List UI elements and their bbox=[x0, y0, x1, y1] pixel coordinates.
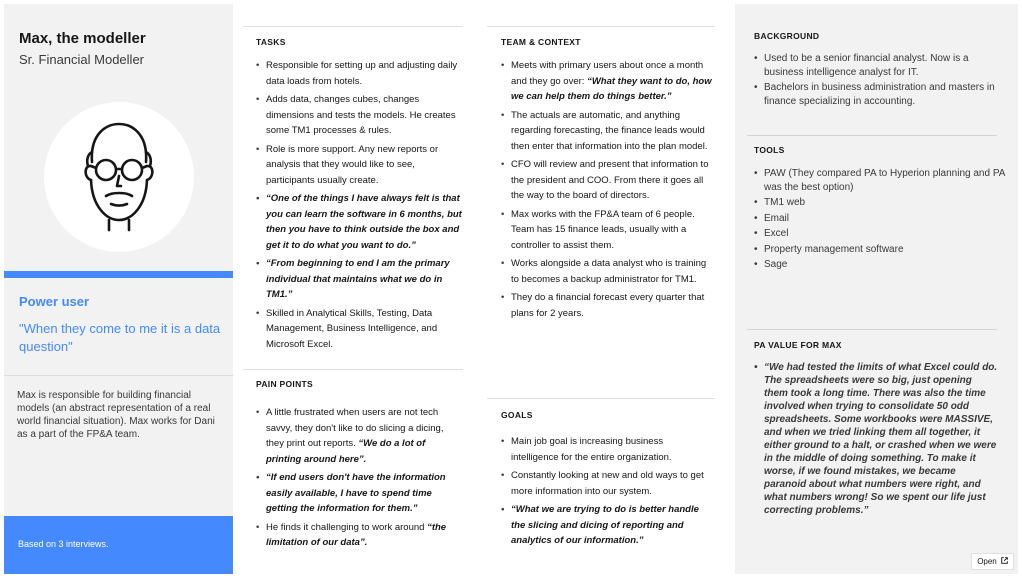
list-item: • Excel bbox=[754, 227, 1006, 241]
persona-user-type: Power user bbox=[19, 294, 90, 309]
divider bbox=[243, 369, 463, 370]
list-item-text: A little frustrated when users are not tech savvy, they don't like to do slicing a dicing, they print out reports. bbox=[266, 407, 444, 449]
section-title: TASKS bbox=[256, 37, 286, 47]
team-context-list bbox=[501, 58, 712, 321]
list-item: • CFO will review and present that information to the president and COO. From there it goes all the way to the board of directors. bbox=[501, 157, 712, 204]
list-item: • Constantly looking at new and old ways to get more information into our system. bbox=[501, 468, 712, 499]
tools-section bbox=[754, 145, 1006, 274]
pa-value-list bbox=[754, 361, 998, 517]
section-title: TEAM & CONTEXT bbox=[501, 37, 581, 47]
accent-divider bbox=[4, 271, 233, 278]
external-link-icon bbox=[1001, 557, 1008, 564]
pain-points-section bbox=[256, 379, 462, 554]
persona-role: Sr. Financial Modeller bbox=[19, 52, 144, 67]
list-item: • Max works with the FP&A team of 6 people. Team has 15 finance leads, usually with a controller to assist them. bbox=[501, 207, 712, 254]
divider bbox=[487, 398, 715, 399]
list-item: • “If end users don't have the information easily available, I have to spend time getting the information for them.” bbox=[256, 470, 462, 517]
divider bbox=[747, 135, 997, 136]
section-title: GOALS bbox=[501, 410, 533, 420]
pa-value-section bbox=[754, 340, 998, 519]
interviews-count-label: Based on 3 interviews. bbox=[18, 539, 109, 549]
section-title: PA VALUE FOR MAX bbox=[754, 340, 842, 350]
right-panel bbox=[735, 4, 1018, 574]
open-button[interactable] bbox=[971, 553, 1014, 570]
list-item: • The actuals are automatic, and anything regarding forecasting, the finance leads would then enter that information into the plan model. bbox=[501, 108, 712, 155]
divider bbox=[243, 26, 463, 27]
section-title: PAIN POINTS bbox=[256, 379, 313, 389]
list-item: • “One of the things I have always felt is that you can learn the software in 6 months, but then you have to think outside the box and get it to do what you want to do.” bbox=[256, 191, 462, 253]
list-item: • Responsible for setting up and adjusting daily data loads from hotels. bbox=[256, 58, 462, 89]
pain-points-list bbox=[256, 405, 462, 551]
divider bbox=[487, 26, 715, 27]
tasks-list bbox=[256, 58, 462, 352]
list-item: • Works alongside a data analyst who is training to becomes a backup administrator for TM1. bbox=[501, 256, 712, 287]
list-item bbox=[256, 520, 462, 551]
list-item-quote: “We do a lot of printing around here”. bbox=[266, 438, 426, 465]
list-item: • “From beginning to end I am the primary individual that maintains what we do in TM1.” bbox=[256, 256, 462, 303]
goals-list bbox=[501, 434, 712, 549]
persona-description: Max is responsible for building financial models (an abstract representation of a real world financial situation). Max works for Dani as a part of the FP&A team. bbox=[17, 390, 215, 440]
list-item: • They do a financial forecast every quarter that plans for 2 years. bbox=[501, 290, 712, 321]
list-item: • Role is more support. Any new reports or analysis that they would like to see, participants usually create. bbox=[256, 142, 462, 189]
list-item: • Sage bbox=[754, 258, 1006, 272]
list-item-quote: “What they want to do, how we can help them do things better.” bbox=[511, 75, 712, 102]
avatar bbox=[44, 102, 194, 252]
list-item bbox=[256, 405, 462, 467]
section-title: BACKGROUND bbox=[754, 31, 820, 41]
open-button-label: Open bbox=[977, 557, 997, 566]
interviews-footer bbox=[4, 516, 233, 574]
list-item: • Email bbox=[754, 212, 1006, 226]
list-item: • Property management software bbox=[754, 243, 1006, 257]
list-item: • Adds data, changes cubes, changes dimensions and tests the models. He creates some TM1 processes & rules. bbox=[256, 92, 462, 139]
tools-list bbox=[754, 167, 1006, 272]
list-item: • Used to be a senior financial analyst. Now is a business intelligence analyst for IT. bbox=[754, 52, 1006, 79]
background-section bbox=[754, 31, 1006, 110]
divider bbox=[4, 375, 233, 376]
list-item: • “We had tested the limits of what Excel could do. The spreadsheets were so big, just opening them took a long time. There was also the time involved when trying to consolidate 50 odd spreadsheets. Some workbooks were MASSIVE, and when we tried linking them all together, it either ground to a halt, or crashed when we were in the middle of doing something. To make it worse, if we found mistakes, we became paranoid about what numbers were right, and what numbers wrong! So we spent our life just correcting problems.” bbox=[754, 361, 998, 517]
section-title: TOOLS bbox=[754, 145, 785, 155]
list-item bbox=[501, 58, 712, 105]
list-item: • Bachelors in business administration and masters in finance specializing in accounting. bbox=[754, 81, 1006, 108]
list-item: • Main job goal is increasing business intelligence for the entire organization. bbox=[501, 434, 712, 465]
persona-name: Max, the modeller bbox=[19, 30, 146, 47]
persona-quote: "When they come to me it is a data question" bbox=[19, 321, 221, 354]
list-item: • “What we are trying to do is better handle the slicing and dicing of reporting and analytics of our information.” bbox=[501, 502, 712, 549]
list-item-text: Meets with primary users about once a month and they go over: bbox=[511, 60, 704, 87]
divider bbox=[747, 329, 997, 330]
tasks-section bbox=[256, 37, 462, 355]
list-item-text: He finds it challenging to work around bbox=[266, 521, 425, 533]
list-item-quote: “the limitation of our data”. bbox=[266, 521, 447, 548]
background-list bbox=[754, 52, 1006, 108]
bald-man-glasses-beard-icon bbox=[76, 120, 162, 232]
team-context-section bbox=[501, 37, 712, 324]
persona-panel bbox=[4, 4, 233, 574]
goals-section bbox=[501, 410, 712, 552]
list-item: • PAW (They compared PA to Hyperion planning and PA was the best option) bbox=[754, 167, 1006, 194]
list-item: • Skilled in Analytical Skills, Testing, Data Management, Business Intelligence, and Microsoft Excel. bbox=[256, 306, 462, 353]
list-item: • TM1 web bbox=[754, 196, 1006, 210]
